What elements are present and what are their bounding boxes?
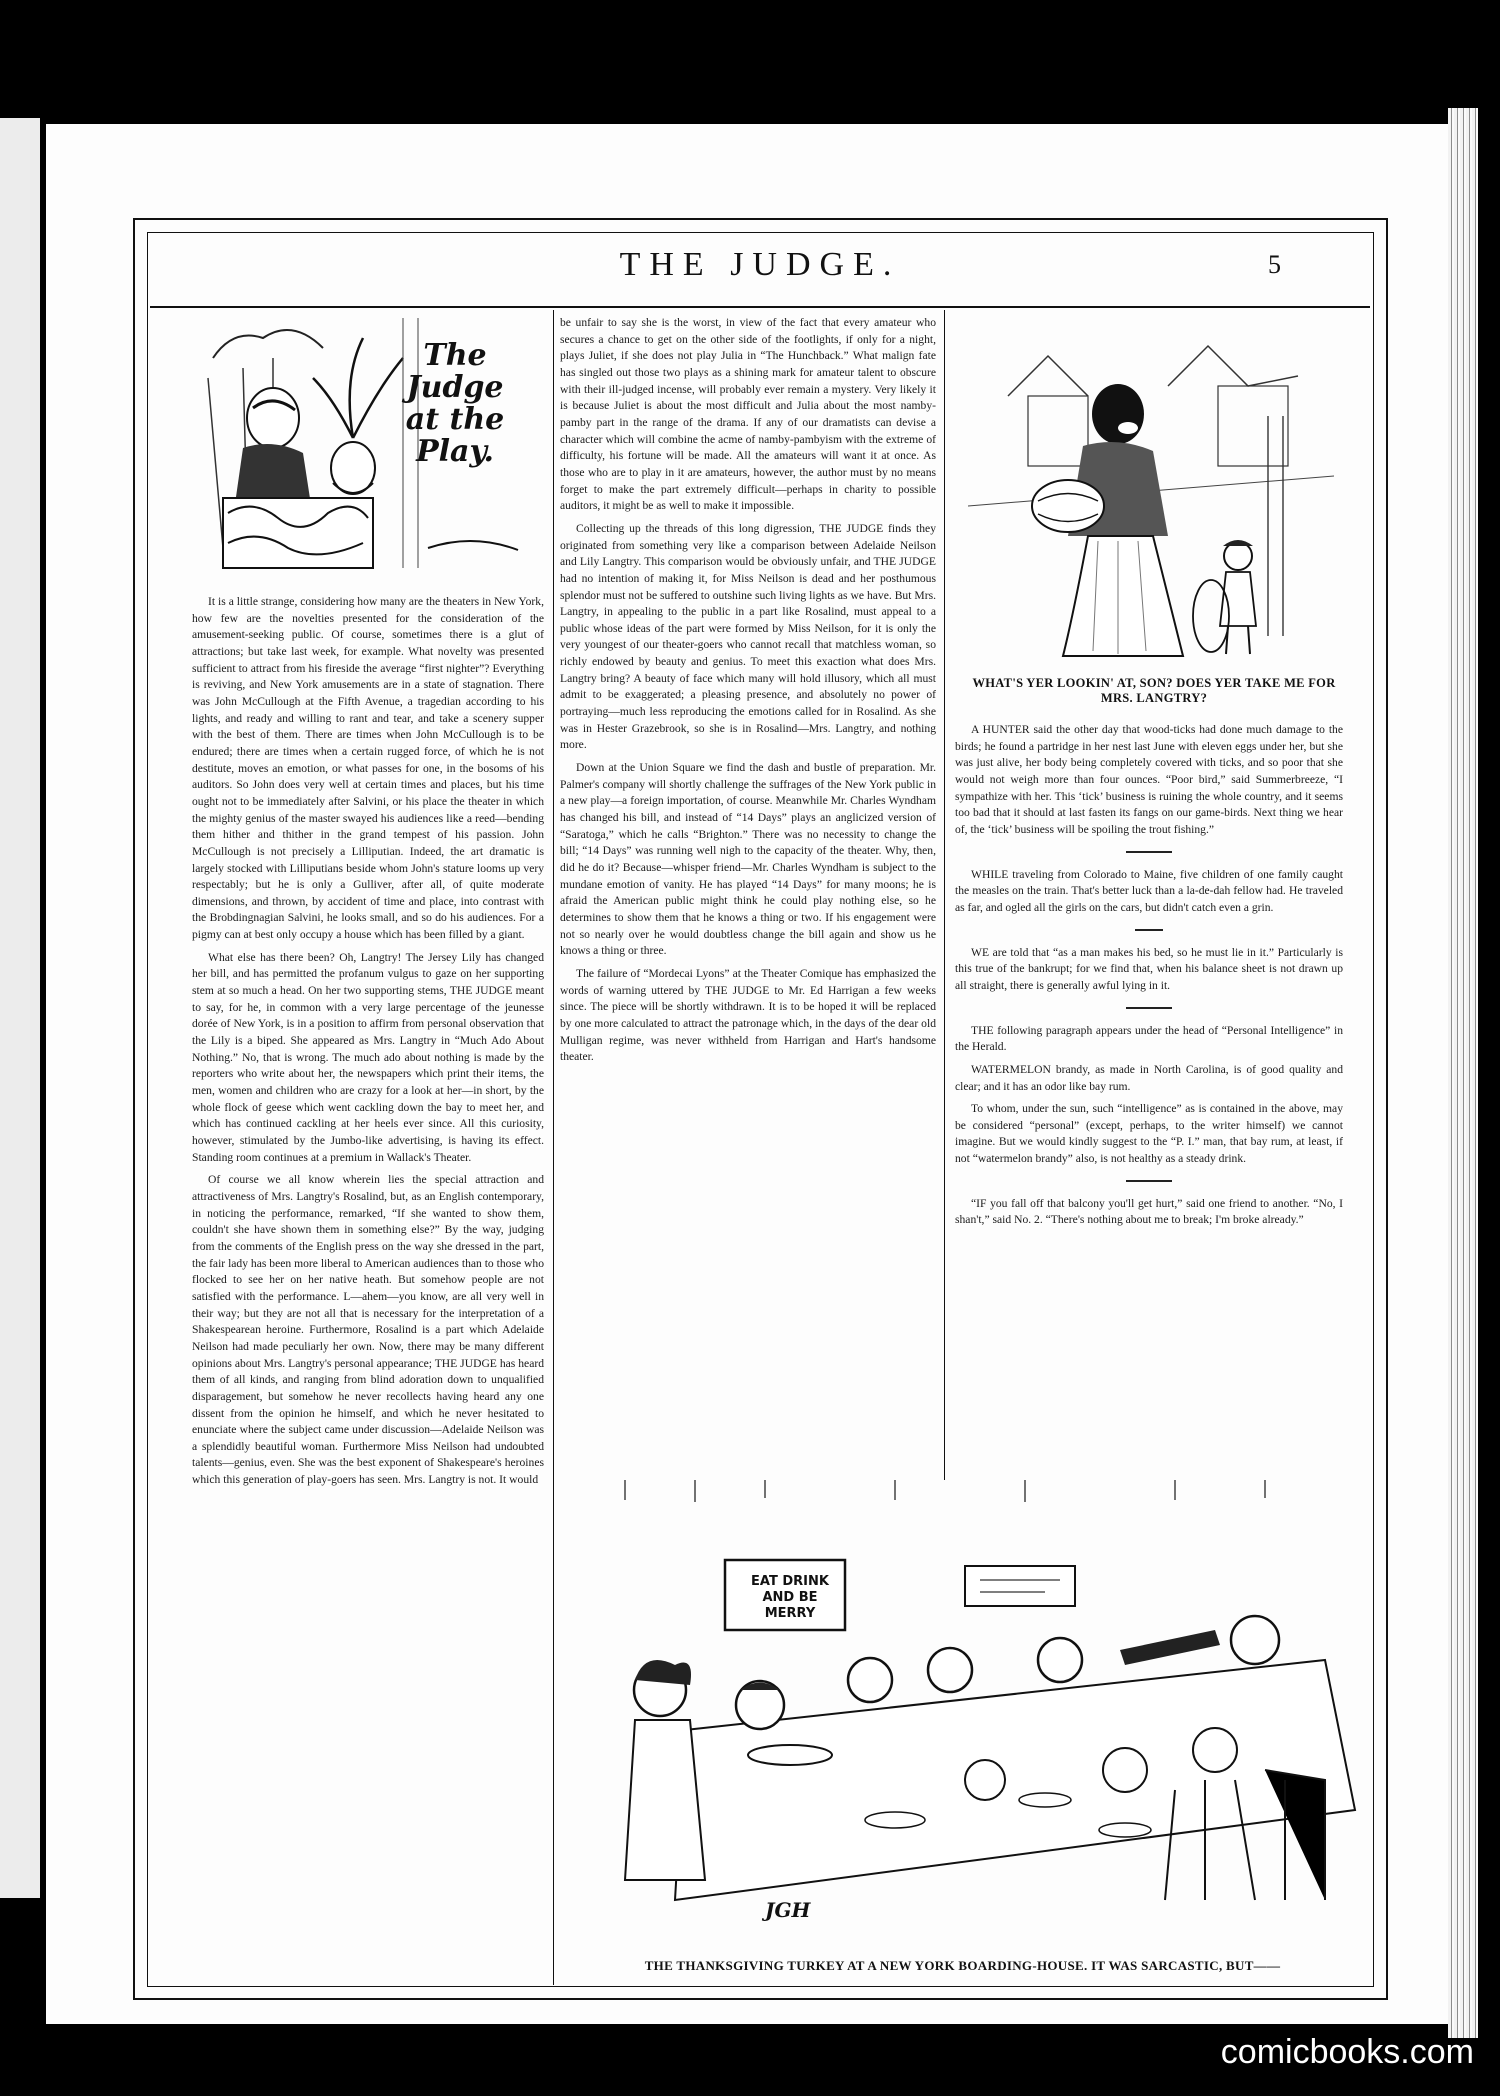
langtry-cartoon-caption: WHAT'S YER LOOKIN' AT, SON? DOES YER TAKE ME FOR MRS. LANGTRY?: [972, 676, 1336, 705]
cartoon-sign-text: EAT DRINK AND BE MERRY: [751, 1574, 829, 1621]
thanksgiving-cartoon-illustration: [565, 1480, 1360, 1950]
col2-paragraph: Collecting up the threads of this long digression, THE JUDGE finds they originated from something very like a comparison between Adelaide Neilson and Lily Langtry. This comparison would be obviously unfair, and THE JUDGE had no intention of making it, for Miss Neilson is dead and her posthumous splendor must not be suffered to outshine such living lights as we have. But Mrs. Langtry, in appealing to the public in a part like Rosalind, must appeal to a public whose ideas of the part were formed by Miss Neilson, for it is only the very youngest of our theater-goers who cannot recall that matchless woman, so richly endowed by beauty and genius. To meet this exaction what does Mrs. Langtry bring? A beauty of face which many will hold illusory, which all must admit to be exaggerated; a pleasing presence, and absolutely no power of portraying—much less reproducing the emotions called for in Rosalind. As she was in Hester Grazebrook, so she is in Rosalind—Mrs. Langtry, and nothing more.: [560, 521, 936, 752]
masthead-title: THE JUDGE.: [619, 246, 901, 283]
col1-paragraph: Of course we all know wherein lies the special attraction and attractiveness of Mrs. Langtry's Rosalind, but, as an English contemporary, in noticing the performance, remarked, “If she wanted to show them, couldn't she have shown them in something else?” By the way, judging from the comments of the English press on the way she dressed in the part, the fair lady has been more liberal to American audiences than to those who flocked to see her on her native heath. But somehow people are not satisfied with the performance. L—ahem—you know, are all very well in their way; but they are not all that is necessary for the interpretation of a Shakespearean heroine. Furthermore, Rosalind is a part which Adelaide Neilson had made peculiarly her own. Now, there may be many different opinions about Mrs. Langtry's personal appearance; THE JUDGE has heard them of all kinds, and ranging from blind adoration down to unqualified disparagement, but somehow he never recollects having heard any one dissent from the opinion he himself, and which he never hesitated to enunciate where the subject came under discussion—Adelaide Neilson was a splendidly beautiful woman. Furthermore Miss Neilson had undoubted talents—genius, even. She was the best exponent of Shakespeare's heroines which this generation of play-goers has seen. Mrs. Langtry is not. It would: [192, 1173, 544, 1487]
site-watermark: comicbooks.com: [1220, 2033, 1474, 2071]
cartoon-signature: JGH: [765, 1898, 811, 1922]
column-2: [560, 315, 936, 1525]
col3-paragraph: WHILE traveling from Colorado to Maine, five children of one family caught the measles on the train. That's better luck than a la-de-dah fellow had. He traveled as far, and ogled all the girls on the cars, but didn't catch even a grin.: [955, 867, 1343, 914]
col3-paragraph: WE are told that “as a man makes his bed, so he must lie in it.” Particularly is this true of the bankrupt; for we find that, when his balance sheet is not drawn up all straight, there is generally awful lying in it.: [955, 945, 1343, 992]
masthead-rule: [150, 306, 1370, 308]
col3-paragraph: A HUNTER said the other day that wood-ticks had done much damage to the birds; he found a partridge in her nest last June with eleven eggs under her, but she was just alive, her body being completely covered with ticks, and so poor that she would not weigh more than four ounces. “Poor bird,” said Summerbreeze, “I sympathize with her. This ‘tick’ business is ruining the whole country, and it seems too bad that it should at last fasten its fangs on our game-birds. Next thing we hear of, the ‘tick’ business will be spoiling the trout fishing.”: [955, 723, 1343, 836]
col3-paragraph: WATERMELON brandy, as made in North Carolina, is of good quality and clear; and it has an odor like bay rum.: [955, 1062, 1343, 1093]
section-divider: [1135, 929, 1163, 931]
col2-paragraph: The failure of “Mordecai Lyons” at the Theater Comique has emphasized the words of warning uttered by THE JUDGE to Mr. Ed Harrigan a few weeks since. The piece will be shortly withdrawn. It is to be hoped it will be replaced by one more calculated to attract the patronage which, in the days of the dear old Mulligan regime, was never withheld from Harrigan and Hart's handsome theater.: [560, 966, 936, 1064]
section-divider: [1126, 1180, 1172, 1182]
column-rule-1-lower: [553, 1525, 554, 1985]
langtry-cartoon-illustration: [968, 336, 1334, 662]
thanksgiving-cartoon-caption: THE THANKSGIVING TURKEY AT A NEW YORK BOARDING-HOUSE. IT WAS SARCASTIC, BUT——: [644, 1958, 1281, 1973]
page-number: 5: [1268, 250, 1281, 279]
col1-paragraph: It is a little strange, considering how many are the theaters in New York, how few are the novelties presented for the consideration of the amusement-seeking public. Of course, sometimes there is a glut of attractions; but take last week, for example. What novelty was presented sufficient to attract from his fireside the average “first nighter”? Everything is reviving, and New York amusements are in a state of stagnation. There was John McCullough at the Fifth Avenue, a tragedian according to his lights, and ready and willing to rant and tear, and take a scenery supper with the best of them. There are times when John McCullough is to be endured; there are times when a certain rugged force, of which he is not destitute, moves an emotion, or what passes for one, in the bosoms of his auditors. So John does very well at certain times and places, but his time ought not to be immediately after Salvini, or his place the theater in which the mighty genius of the master swayed his audiences like a reed—bending them hither and thither in the grand tempest of his passion. John McCullough is not precisely a Lilliputian. Indeed, the art dramatic is largely stocked with Lilliputians beside whom John's stature looms up very respectably; but he is only a Gulliver, after all, of quite moderate dimensions, and thrown, by accident of time and place, into contrast with the Brobdingnagian Salvini, he looks small, and so do his audiences. For a pigmy can at best only occupy a house which has been filled by a giant.: [192, 595, 544, 942]
section-divider: [1126, 851, 1172, 853]
left-page-edge: [0, 118, 40, 1898]
col3-paragraph: THE following paragraph appears under the head of “Personal Intelligence” in the Herald.: [955, 1023, 1343, 1054]
col2-paragraph: be unfair to say she is the worst, in view of the fact that every amateur who secures a chance to get on the other side of the footlights, if only for a night, plays Juliet, if she does not play Julia in “The Hunchback.” What malign fate has singled out those two plays as a shining mark for amateur talent to obscure with their ill-judged incense, will probably ever remain a mystery. Very likely it is because Juliet is about the most difficult and Julia about the most namby-pamby part in the range of the drama. If any of our dramatists can devise a character which will combine the acme of namby-pambyism with the extreme of difficulty, his fortune will be made. All the amateurs will want it at once. As those who are to play in it are amateurs, however, the author must by no means forget to make the part extremely difficult—perhaps in charity to possible auditors, it might be as well to make it impossible.: [560, 316, 936, 513]
col3-paragraph: “IF you fall off that balcony you'll get hurt,” said one friend to another. “No, I shan't,” said No. 2. “There's nothing about me to break; I'm broke already.”: [955, 1196, 1343, 1227]
column-3: [955, 722, 1343, 1472]
column-rule-2: [944, 310, 945, 1528]
column-1: [192, 594, 544, 1986]
column-rule-1: [553, 310, 554, 1528]
page-stack-edges: [1448, 108, 1478, 2038]
col3-paragraph: To whom, under the sun, such “intelligence” as is contained in the above, may be considered “personal” (except, perhaps, to the writer himself) we cannot imagine. But we would kindly suggest to the “P. I.” man, that bay rum, at least, if not “watermelon brandy” also, is not healthy as a steady drink.: [955, 1102, 1343, 1166]
col1-paragraph: What else has there been? Oh, Langtry! The Jersey Lily has changed her bill, and has permitted the profanum vulgus to gaze on her supporting stem at so much a head. On her two supporting stems, THE JUDGE meant to say, for he, in common with a very large percentage of the jeunesse dorée of New York, is in a position to affirm from personal observation that the Lily is a biped. She appeared as Mrs. Langtry in “Much Ado About Nothing.” No, that is wrong. The much ado about nothing is made by the reporters who write about her, the newspapers which print their items, the men, women and children who are crazy for a look at her—in short, by the whole flock of geese which went cackling down the bay to meet her, and which has continued cackling at her heels ever since. All this curiosity, however, stimulated by the Jumbo-like advertising, is having its effect. Standing room continues at a premium in Wallack's Theater.: [192, 950, 544, 1164]
col2-paragraph: Down at the Union Square we find the dash and bustle of preparation. Mr. Palmer's company will shortly challenge the suffrages of the New York public in a new play—a foreign importation, of course. Meanwhile Mr. Charles Wyndham has changed his bill, and instead of “14 Days” plays an anglicized version of “Saratoga,” which he calls “Brighton.” There was no necessity to change the bill; “14 Days” was running well nigh to the capacity of the theater. Why, then, did he do it? Because—whisper friend—Mr. Charles Wyndham is subject to the mundane emotion of vanity. He has played “14 Days” for many moons; he is afraid the American public might think he could play nothing else, so he determines to show them that he knows a thing or two. If his engagement were not so nearly over he would doubtless change the bill again and show us he knows a thing or three.: [560, 761, 936, 958]
section-divider: [1126, 1007, 1172, 1009]
logo-lettering: The Judge at the Play.: [405, 338, 505, 469]
